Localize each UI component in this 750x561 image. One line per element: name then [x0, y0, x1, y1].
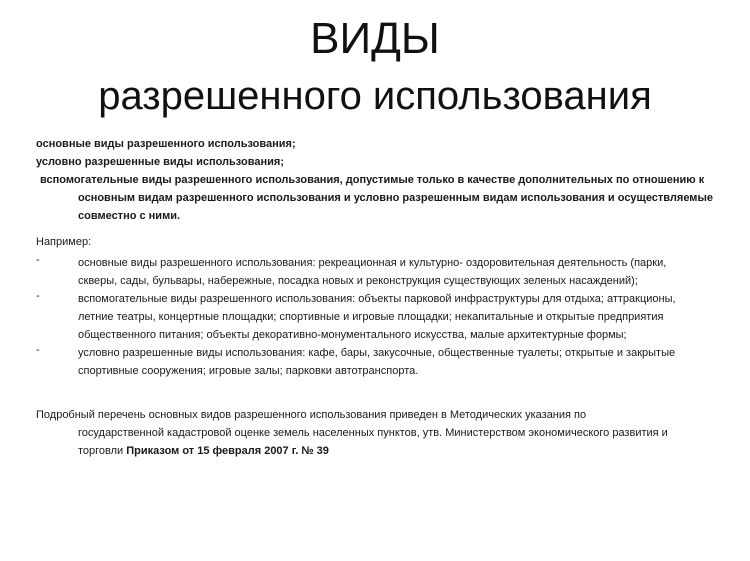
example-item-conditional: - условно разрешенные виды использования: кафе, бары, закусочные, общественные туалеты; открытые и закрытые спортивные сооружения; игровые залы; парковки автотранспорта.	[36, 344, 676, 377]
example-item-main: - основные виды разрешенного использования: рекреационная и культурно- оздоровительная деятельность (парки, скверы, сады, бульвары, набережные, посадка новых и реконструкция существующих зеленых насаждений);	[36, 254, 667, 287]
bullet-dash: -	[36, 290, 40, 302]
type-auxiliary-line1: вспомогательные виды разрешенного использования, допустимые только в качестве дополнительных по отношению к	[40, 174, 705, 186]
slide-title: ВИДЫ	[310, 14, 440, 63]
footer-line2: государственной кадастровой оценке земель населенных пунктов, утв. Министерством экономического развития и	[78, 427, 668, 439]
type-conditional: условно разрешенные виды использования;	[36, 156, 284, 168]
type-auxiliary-line2: основным видам разрешенного использования и условно разрешенным видам использования и осуществляемые	[78, 192, 713, 204]
footer-line1: Подробный перечень основных видов разрешенного использования приведен в Методических указания по	[36, 409, 587, 421]
type-main: основные виды разрешенного использования;	[36, 138, 296, 150]
examples-heading: Например:	[36, 236, 92, 248]
type-auxiliary-line3: совместно с ними.	[78, 210, 181, 222]
bullet-dash: -	[36, 344, 40, 356]
footer-line3: торговли Приказом от 15 февраля 2007 г. № 39	[78, 445, 329, 457]
order-reference: Приказом от 15 февраля 2007 г. № 39	[126, 445, 329, 457]
example-item-auxiliary: - вспомогательные виды разрешенного использования: объекты парковой инфраструктуры для отдыха; аттракционы, летние театры, концертные площадки; спортивные и игровые площадки; некапитальные и открытые предприятия общественного питания; объекты декоративно-монументального искусства, малые архитектурные формы;	[36, 290, 676, 341]
slide-subtitle: разрешенного использования	[98, 74, 652, 118]
bullet-dash: -	[36, 254, 40, 266]
slide-body	[36, 135, 736, 460]
